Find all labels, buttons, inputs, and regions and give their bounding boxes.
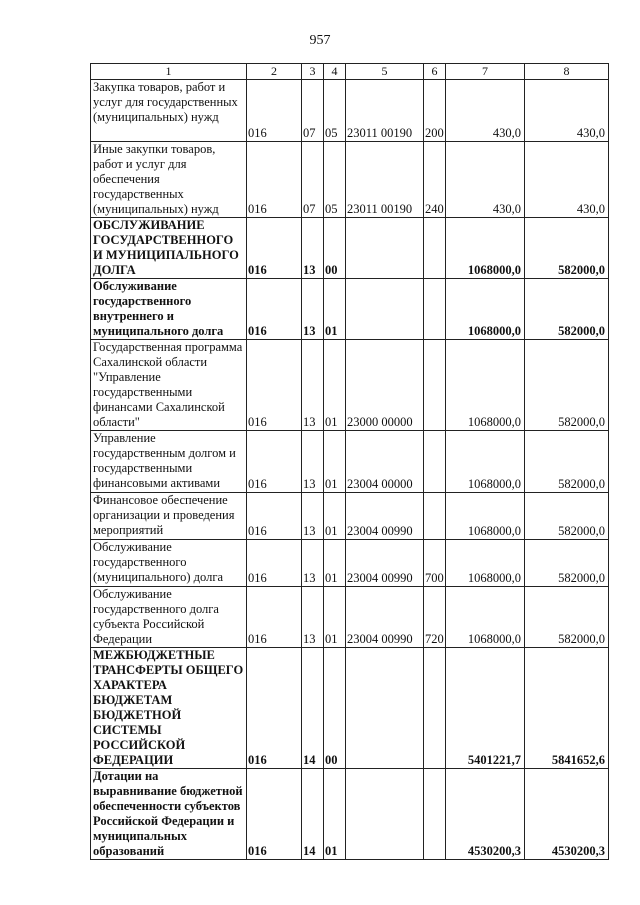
subsection-code-cell: 01: [324, 431, 346, 493]
section-code-cell: 14: [302, 769, 324, 860]
section-code-cell: 13: [302, 587, 324, 648]
row-name-cell: МЕЖБЮДЖЕТНЫЕ ТРАНСФЕРТЫ ОБЩЕГО ХАРАКТЕРА БЮДЖЕТАМ БЮДЖЕТНОЙ СИСТЕМЫ РОССИЙСКОЙ ФЕДЕРАЦИИ: [91, 648, 247, 769]
header-cell: 8: [525, 64, 609, 80]
table-row: [91, 340, 609, 431]
target-article-cell: 23004 00990: [346, 493, 424, 540]
admin-code-cell: 016: [247, 493, 302, 540]
amount-year1-cell: 1068000,0: [446, 493, 525, 540]
target-article-cell: [346, 648, 424, 769]
expense-type-cell: 700: [424, 540, 446, 587]
budget-table: [90, 63, 609, 860]
amount-year2-cell: 5841652,6: [525, 648, 609, 769]
row-name-cell: Финансовое обеспечение организации и проведения мероприятий: [91, 493, 247, 540]
amount-year1-cell: 5401221,7: [446, 648, 525, 769]
admin-code-cell: 016: [247, 218, 302, 279]
target-article-cell: 23011 00190: [346, 142, 424, 218]
subsection-code-cell: 01: [324, 493, 346, 540]
section-code-cell: 07: [302, 142, 324, 218]
amount-year1-cell: 1068000,0: [446, 218, 525, 279]
row-name-cell: Дотации на выравнивание бюджетной обеспеченности субъектов Российской Федерации и муниципальных образований: [91, 769, 247, 860]
amount-year2-cell: 582000,0: [525, 340, 609, 431]
amount-year2-cell: 4530200,3: [525, 769, 609, 860]
admin-code-cell: 016: [247, 648, 302, 769]
expense-type-cell: [424, 493, 446, 540]
expense-type-cell: [424, 218, 446, 279]
table-row: [91, 218, 609, 279]
subsection-code-cell: 00: [324, 648, 346, 769]
section-code-cell: 13: [302, 540, 324, 587]
header-cell: 5: [346, 64, 424, 80]
subsection-code-cell: 05: [324, 80, 346, 142]
row-name-cell: Государственная программа Сахалинской области "Управление государственными финансами Сахалинской области": [91, 340, 247, 431]
section-code-cell: 13: [302, 218, 324, 279]
header-cell: 2: [247, 64, 302, 80]
table-row: [91, 540, 609, 587]
expense-type-cell: [424, 431, 446, 493]
admin-code-cell: 016: [247, 587, 302, 648]
table-row: [91, 587, 609, 648]
amount-year2-cell: 582000,0: [525, 540, 609, 587]
section-code-cell: 14: [302, 648, 324, 769]
amount-year1-cell: 4530200,3: [446, 769, 525, 860]
table-row: [91, 142, 609, 218]
row-name-cell: Обслуживание государственного (муниципального) долга: [91, 540, 247, 587]
amount-year1-cell: 1068000,0: [446, 340, 525, 431]
expense-type-cell: [424, 340, 446, 431]
amount-year1-cell: 1068000,0: [446, 279, 525, 340]
amount-year1-cell: 430,0: [446, 80, 525, 142]
table-row: [91, 431, 609, 493]
target-article-cell: [346, 769, 424, 860]
admin-code-cell: 016: [247, 279, 302, 340]
header-cell: 4: [324, 64, 346, 80]
amount-year1-cell: 430,0: [446, 142, 525, 218]
target-article-cell: 23004 00990: [346, 587, 424, 648]
table-row: [91, 769, 609, 860]
target-article-cell: [346, 218, 424, 279]
admin-code-cell: 016: [247, 80, 302, 142]
amount-year2-cell: 582000,0: [525, 493, 609, 540]
admin-code-cell: 016: [247, 142, 302, 218]
section-code-cell: 13: [302, 431, 324, 493]
expense-type-cell: [424, 769, 446, 860]
row-name-cell: Обслуживание государственного долга субъекта Российской Федерации: [91, 587, 247, 648]
row-name-cell: Иные закупки товаров, работ и услуг для обеспечения государственных (муниципальных) нужд: [91, 142, 247, 218]
admin-code-cell: 016: [247, 769, 302, 860]
header-cell: 1: [91, 64, 247, 80]
subsection-code-cell: 00: [324, 218, 346, 279]
amount-year2-cell: 430,0: [525, 80, 609, 142]
expense-type-cell: [424, 279, 446, 340]
amount-year2-cell: 582000,0: [525, 431, 609, 493]
target-article-cell: 23011 00190: [346, 80, 424, 142]
expense-type-cell: [424, 648, 446, 769]
amount-year2-cell: 582000,0: [525, 279, 609, 340]
amount-year2-cell: 582000,0: [525, 218, 609, 279]
row-name-cell: Закупка товаров, работ и услуг для государственных (муниципальных) нужд: [91, 80, 247, 142]
expense-type-cell: 200: [424, 80, 446, 142]
page-number: 957: [309, 33, 331, 48]
amount-year2-cell: 582000,0: [525, 587, 609, 648]
row-name-cell: ОБСЛУЖИВАНИЕ ГОСУДАРСТВЕННОГО И МУНИЦИПАЛЬНОГО ДОЛГА: [91, 218, 247, 279]
subsection-code-cell: 01: [324, 540, 346, 587]
target-article-cell: 23000 00000: [346, 340, 424, 431]
row-name-cell: Обслуживание государственного внутреннего и муниципального долга: [91, 279, 247, 340]
amount-year1-cell: 1068000,0: [446, 587, 525, 648]
header-cell: 3: [302, 64, 324, 80]
table-row: [91, 493, 609, 540]
expense-type-cell: 720: [424, 587, 446, 648]
table-row: [91, 80, 609, 142]
section-code-cell: 13: [302, 340, 324, 431]
amount-year1-cell: 1068000,0: [446, 431, 525, 493]
subsection-code-cell: 01: [324, 587, 346, 648]
target-article-cell: 23004 00990: [346, 540, 424, 587]
target-article-cell: 23004 00000: [346, 431, 424, 493]
section-code-cell: 07: [302, 80, 324, 142]
amount-year2-cell: 430,0: [525, 142, 609, 218]
table-row: [91, 648, 609, 769]
subsection-code-cell: 01: [324, 340, 346, 431]
header-cell: 7: [446, 64, 525, 80]
header-cell: 6: [424, 64, 446, 80]
subsection-code-cell: 01: [324, 279, 346, 340]
target-article-cell: [346, 279, 424, 340]
admin-code-cell: 016: [247, 431, 302, 493]
subsection-code-cell: 01: [324, 769, 346, 860]
admin-code-cell: 016: [247, 340, 302, 431]
amount-year1-cell: 1068000,0: [446, 540, 525, 587]
section-code-cell: 13: [302, 279, 324, 340]
subsection-code-cell: 05: [324, 142, 346, 218]
section-code-cell: 13: [302, 493, 324, 540]
table-row: [91, 279, 609, 340]
expense-type-cell: 240: [424, 142, 446, 218]
admin-code-cell: 016: [247, 540, 302, 587]
row-name-cell: Управление государственным долгом и государственными финансовыми активами: [91, 431, 247, 493]
header-row: [91, 64, 609, 80]
